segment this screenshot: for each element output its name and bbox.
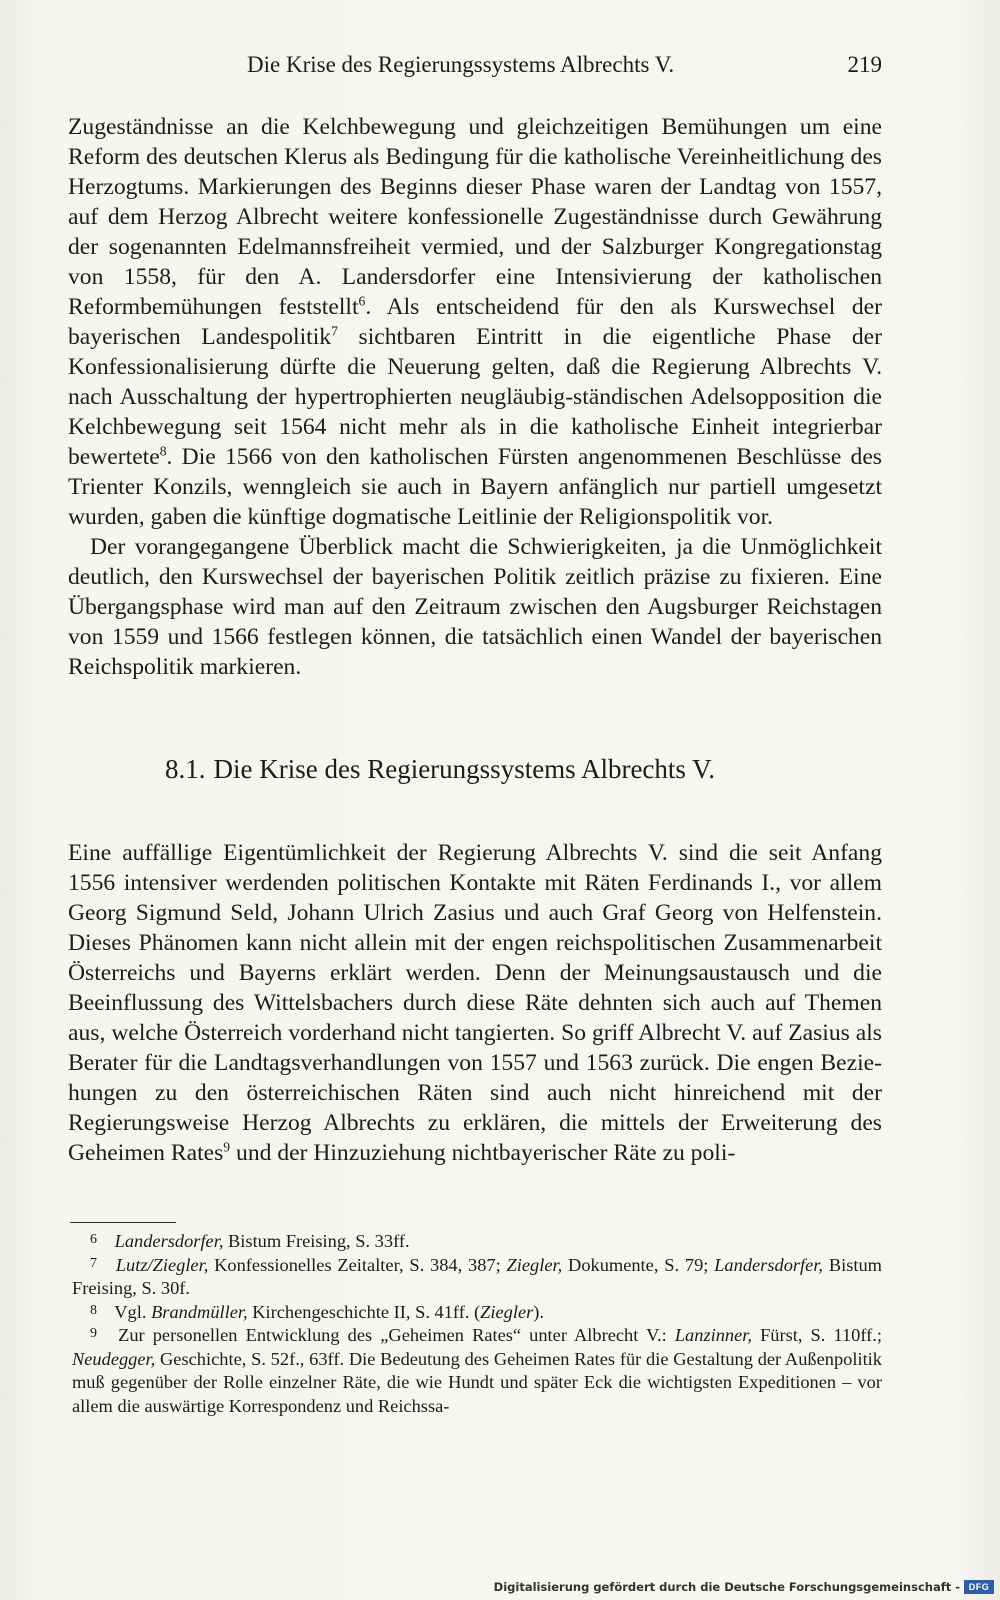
text-run: und der Hinzuziehung nichtbayerischer Räte zu poli- — [230, 1140, 736, 1166]
running-head-title: Die Krise des Regierungssystems Albrechts V. — [247, 52, 675, 77]
paragraph — [68, 112, 882, 532]
paragraph: Der vorangegangene Überblick macht die Schwierigkeiten, ja die Unmöglichkeit deutlich, den Kurswechsel der bayerischen Politik zeitlich präzise zu fixieren. Eine Übergangsphase wird man auf den Zeitraum zwischen den Augsburger Reichstagen von 1559 und 1566 festlegen können, die tatsächlich einen Wandel der bayerischen Reichspolitik markieren. — [68, 534, 882, 680]
author: Brandmüller, — [151, 1301, 248, 1322]
credit-text: Digitalisierung gefördert durch die Deutsche Forschungsgemeinschaft - — [493, 1580, 960, 1594]
section-heading — [165, 751, 925, 787]
footnote-7: 7 Lutz/Ziegler, Konfessionelles Zeitalter, S. 384, 387; Ziegler, Dokumente, S. 79; Landersdorfer, Bistum Freising, S. 30f. — [72, 1254, 882, 1298]
author: Neudegger, — [72, 1348, 156, 1369]
author: Lutz/Ziegler, — [115, 1254, 209, 1275]
body-text-top — [68, 112, 882, 682]
text-run: Eine auffällige Eigentümlichkeit der Regierung Albrechts V. sind die seit Anfang 1556 intensiver werdenden politischen Kontakte mit Räten Ferdinands I., vor allem Georg Sigmund Seld, Johann Ulrich Zasius und auch Graf Georg von Helfenstein. Dieses Phänomen kann nicht allein mit der engen reichspolitischen Zusammenarbeit Österreichs und Bayerns erklärt werden. Denn der Meinungsaustausch und die Beeinflussung des Wittelsbachers durch diese Räte dehnten sich auch auf Themen aus, welche Österreich vorderhand nicht tangierten. So griff Albrecht V. auf Zasius als Berater für die Landtagsverhandlungen von 1557 und 1563 zurück. Die engen Beziehungen zu den österreichischen Räten sind auch nicht hinreichend mit der Regierungsweise Herzog Albrechts zu erklären, die mittels der Erweiterung des Geheimen Rates — [68, 840, 882, 1166]
text-run: Vgl. — [114, 1301, 152, 1322]
footnotes — [72, 1230, 882, 1418]
author: Landersdorfer, — [714, 1254, 824, 1275]
text-run: Zugeständnisse an die Kelchbewegung und gleichzeitigen Bemühungen um eine Reform des deutschen Klerus als Bedingung für die katholische Vereinheitlichung des Herzogtums. Markierungen des Beginns dieser Phase waren der Landtag von 1557, auf dem Herzog Albrecht weitere konfessionelle Zugeständnisse durch Gewährung der sogenannten Edelmannsfreiheit vermied, und der Salzburger Kongregationstag von 1558, für den A. Landersdorfer eine Intensivierung der katholischen Reformbemühungen feststellt — [68, 114, 882, 320]
text-run: . Die 1566 von den katholischen Fürsten angenommenen Beschlüsse des Trienter Konzils, wenngleich sie auch in Bayern anfänglich nur partiell umgesetzt wurden, gaben die künftige dogmatische Leitlinie der Religionspolitik vor. — [68, 444, 882, 530]
footnote-6: 6 Landersdorfer, Bistum Freising, S. 33ff. — [90, 1231, 410, 1251]
text-run: Konfessionelles Zeitalter, S. 384, 387; — [208, 1254, 507, 1275]
footnote-ref: 6 — [358, 293, 366, 309]
footnote-divider — [70, 1222, 176, 1223]
author: Ziegler, — [506, 1254, 563, 1275]
text-run: Bistum Freising, S. 33ff. — [223, 1231, 410, 1251]
text-run: Fürst, S. 110ff.; — [751, 1325, 882, 1345]
section-number: 8.1. — [165, 754, 206, 784]
footnote-ref: 8 — [159, 443, 167, 459]
footnote-8: 8 Vgl. Brandmüller, Kirchengeschichte II, S. 41ff. (Ziegler). — [90, 1301, 545, 1322]
paragraph — [68, 838, 882, 1168]
footnote-ref: 7 — [331, 323, 338, 339]
text-run: Geschichte, S. 52f., 63ff. Die Bedeutung des Geheimen Rates für die Gestaltung der Außenpolitik muß gegenüber der Rolle einzelner Räte, die wie Hundt und später Eck die wichtigsten Expeditionen – vor allem die auswärtige Korrespondenz und Reichssa- — [72, 1348, 882, 1416]
text-run: Dokumente, S. 79; — [562, 1254, 715, 1275]
body-text-section — [68, 838, 882, 1168]
footnote-ref: 9 — [223, 1139, 231, 1155]
text-run: Kirchengeschichte II, S. 41ff. ( — [247, 1301, 481, 1322]
logo-text: DFG — [968, 1582, 990, 1592]
author: Lanzinner, — [674, 1325, 752, 1345]
text-run: ). — [533, 1301, 545, 1322]
footnote-9: 9 Zur personellen Entwicklung des „Geheimen Rates“ unter Albrecht V.: Lanzinner, Fürst, S. 110ff.; Neudegger, Geschichte, S. 52f., 63ff. Die Bedeutung des Geheimen Rates für die Gestaltung der Außenpolitik muß gegenüber der Rolle einzelner Räte, die wie Hundt und später Eck die wichtigsten Expeditionen – vor allem die auswärtige Korrespondenz und Reichssa- — [72, 1325, 882, 1416]
page-number: 219 — [847, 52, 882, 77]
digitization-credit — [494, 1578, 994, 1596]
text-run: Zur personellen Entwicklung des „Geheimen Rates“ unter Albrecht V.: — [118, 1325, 675, 1345]
text-run: sichtbaren Eintritt in die eigentliche Phase der Konfessionalisierung dürfte die Neuerung gelten, daß die Regierung Albrechts V. nach Ausschaltung der hypertrophierten neugläubig-ständischen Adelsopposition die Kelchbewegung seit 1564 nicht mehr als in die katholische Einheit integrierbar bewertete — [68, 324, 883, 470]
text-run: Bistum Freising, S. 30f. — [72, 1254, 882, 1298]
section-title: Die Krise des Regierungssystems Albrechts V. — [213, 754, 715, 784]
text-run: . Als entscheidend für den als Kurswechsel der bayerischen Landespolitik — [68, 294, 882, 350]
author: Ziegler — [480, 1301, 534, 1322]
author: Landersdorfer, — [114, 1231, 224, 1251]
dfg-logo-icon — [964, 1580, 994, 1594]
